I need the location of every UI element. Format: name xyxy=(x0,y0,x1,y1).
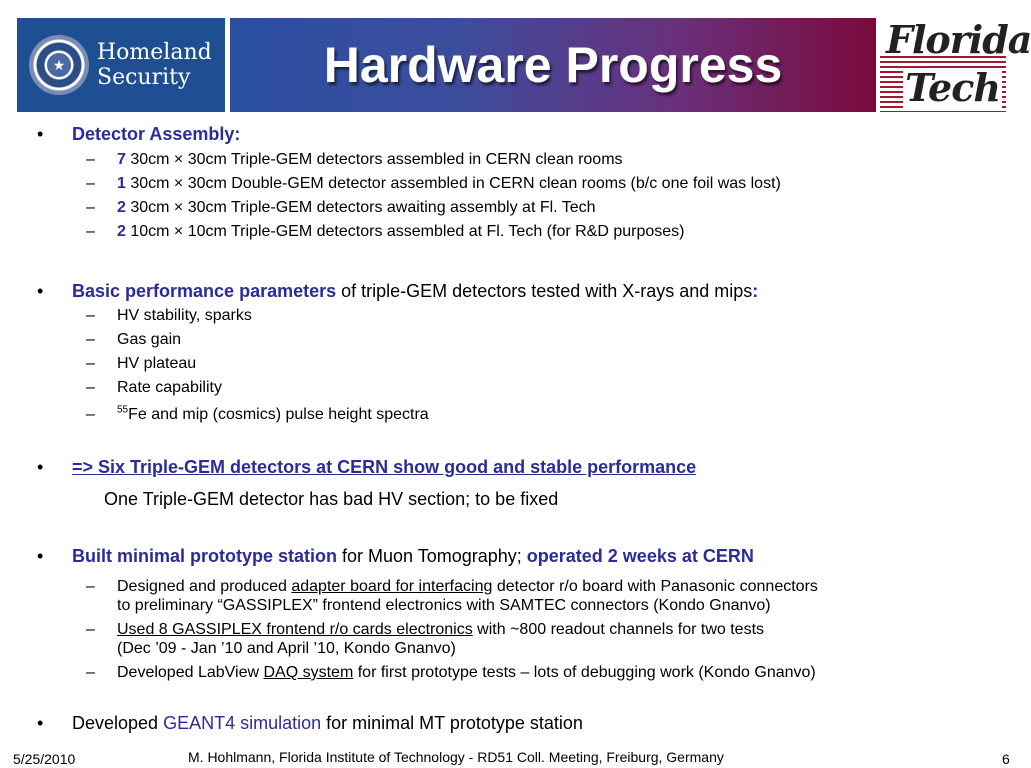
section-text: for minimal MT prototype station xyxy=(321,713,583,733)
sub-bullet xyxy=(86,621,764,639)
bullet-geant4 xyxy=(37,713,583,734)
bullet-marker: • xyxy=(37,281,44,301)
dash-marker: – xyxy=(86,379,95,396)
sub-bullet-text: with ~800 readout channels for two tests xyxy=(472,621,765,638)
florida-tech-logo-text-1: Florida xyxy=(886,17,1031,62)
geant4-highlight: GEANT4 simulation xyxy=(163,713,322,733)
dash-marker: – xyxy=(86,307,95,324)
section-heading-mid: for Muon Tomography; xyxy=(337,546,527,566)
dash-marker: – xyxy=(86,199,95,216)
bullet-marker: • xyxy=(37,457,44,477)
dhs-logo-text-1: Homeland xyxy=(97,40,212,65)
bullet-performance xyxy=(37,281,758,302)
underlined-text: adapter board for interfacing xyxy=(291,578,493,595)
dash-marker: – xyxy=(86,664,95,681)
sub-bullet-text: HV plateau xyxy=(117,355,197,372)
section-heading: Detector Assembly: xyxy=(72,124,241,144)
count-number: 2 xyxy=(117,223,126,240)
sub-bullet xyxy=(86,307,252,325)
isotope-superscript: 55 xyxy=(117,404,129,416)
sub-bullet-text: 30cm × 30cm Double-GEM detector assembled in CERN clean rooms (b/c one foil was lost) xyxy=(125,175,781,192)
dhs-logo-text-2: Security xyxy=(97,65,191,90)
sub-bullet xyxy=(86,331,181,349)
dash-marker: – xyxy=(86,578,95,595)
sub-bullet-text: detector r/o board with Panasonic connectors xyxy=(492,578,818,595)
sub-bullet-text: 30cm × 30cm Triple-GEM detectors assembled in CERN clean rooms xyxy=(125,151,623,168)
footer-date: 5/25/2010 xyxy=(13,751,76,767)
bullet-marker: • xyxy=(37,124,44,144)
bullet-prototype xyxy=(37,546,754,567)
sub-bullet-text: HV stability, sparks xyxy=(117,307,252,324)
dash-marker: – xyxy=(86,223,95,240)
bullet-marker: • xyxy=(37,713,44,733)
section-heading: Basic performance parameters xyxy=(72,281,337,301)
count-number: 7 xyxy=(117,151,126,168)
section-heading-rest: of triple-GEM detectors tested with X-rays and mips xyxy=(336,281,753,301)
sub-bullet-text: Designed and produced xyxy=(117,578,292,595)
sub-bullet xyxy=(86,223,684,241)
sub-bullet xyxy=(86,355,196,373)
sub-bullet-text: Gas gain xyxy=(117,331,182,348)
dash-marker: – xyxy=(86,621,95,638)
sub-bullet-text: for first prototype tests – lots of debugging work (Kondo Gnanvo) xyxy=(353,664,816,681)
sub-bullet-text: Fe and mip (cosmics) pulse height spectra xyxy=(128,406,429,423)
section-heading: => Six Triple-GEM detectors at CERN show good and stable performance xyxy=(72,457,697,477)
sub-bullet xyxy=(86,199,596,217)
section-heading: Built minimal prototype station xyxy=(72,546,338,566)
dash-marker: – xyxy=(86,175,95,192)
sub-bullet xyxy=(86,664,816,682)
section-heading-end: operated 2 weeks at CERN xyxy=(526,546,754,566)
count-number: 2 xyxy=(117,199,126,216)
section-text: Developed xyxy=(72,713,164,733)
count-number: 1 xyxy=(117,175,126,192)
sub-bullet-continuation: to preliminary “GASSIPLEX” frontend electronics with SAMTEC connectors (Kondo Gnanvo) xyxy=(117,597,771,614)
page-number: 6 xyxy=(1002,751,1010,767)
sub-bullet xyxy=(86,578,818,596)
dash-marker: – xyxy=(86,355,95,372)
dash-marker: – xyxy=(86,151,95,168)
florida-tech-logo-text-2: Tech xyxy=(905,65,1000,110)
footer-center: M. Hohlmann, Florida Institute of Technology - RD51 Coll. Meeting, Freiburg, Germany xyxy=(188,749,724,765)
bullet-detector-assembly xyxy=(37,124,240,145)
sub-bullet xyxy=(86,406,429,424)
underlined-text: Used 8 GASSIPLEX frontend r/o cards electronics xyxy=(117,621,473,638)
sub-bullet-text: 10cm × 10cm Triple-GEM detectors assembled at Fl. Tech (for R&D purposes) xyxy=(125,223,685,240)
sub-bullet-text: 30cm × 30cm Triple-GEM detectors awaiting assembly at Fl. Tech xyxy=(125,199,596,216)
dash-marker: – xyxy=(86,406,95,423)
dhs-seal-icon: ★ xyxy=(29,35,89,95)
bullet-marker: • xyxy=(37,546,44,566)
underlined-text: DAQ system xyxy=(263,664,354,681)
sub-bullet xyxy=(86,175,781,193)
sub-bullet xyxy=(86,379,222,397)
sub-bullet-text: Developed LabView xyxy=(117,664,264,681)
sub-bullet-text: Rate capability xyxy=(117,379,222,396)
sub-bullet xyxy=(86,151,623,169)
bullet-cern-result xyxy=(37,457,696,478)
sub-bullet-continuation: (Dec ’09 - Jan ’10 and April ’10, Kondo Gnanvo) xyxy=(117,640,456,657)
slide-title: Hardware Progress xyxy=(323,37,783,93)
note-text: One Triple-GEM detector has bad HV section; to be fixed xyxy=(104,489,559,509)
dash-marker: – xyxy=(86,331,95,348)
heading-colon: : xyxy=(752,281,759,301)
